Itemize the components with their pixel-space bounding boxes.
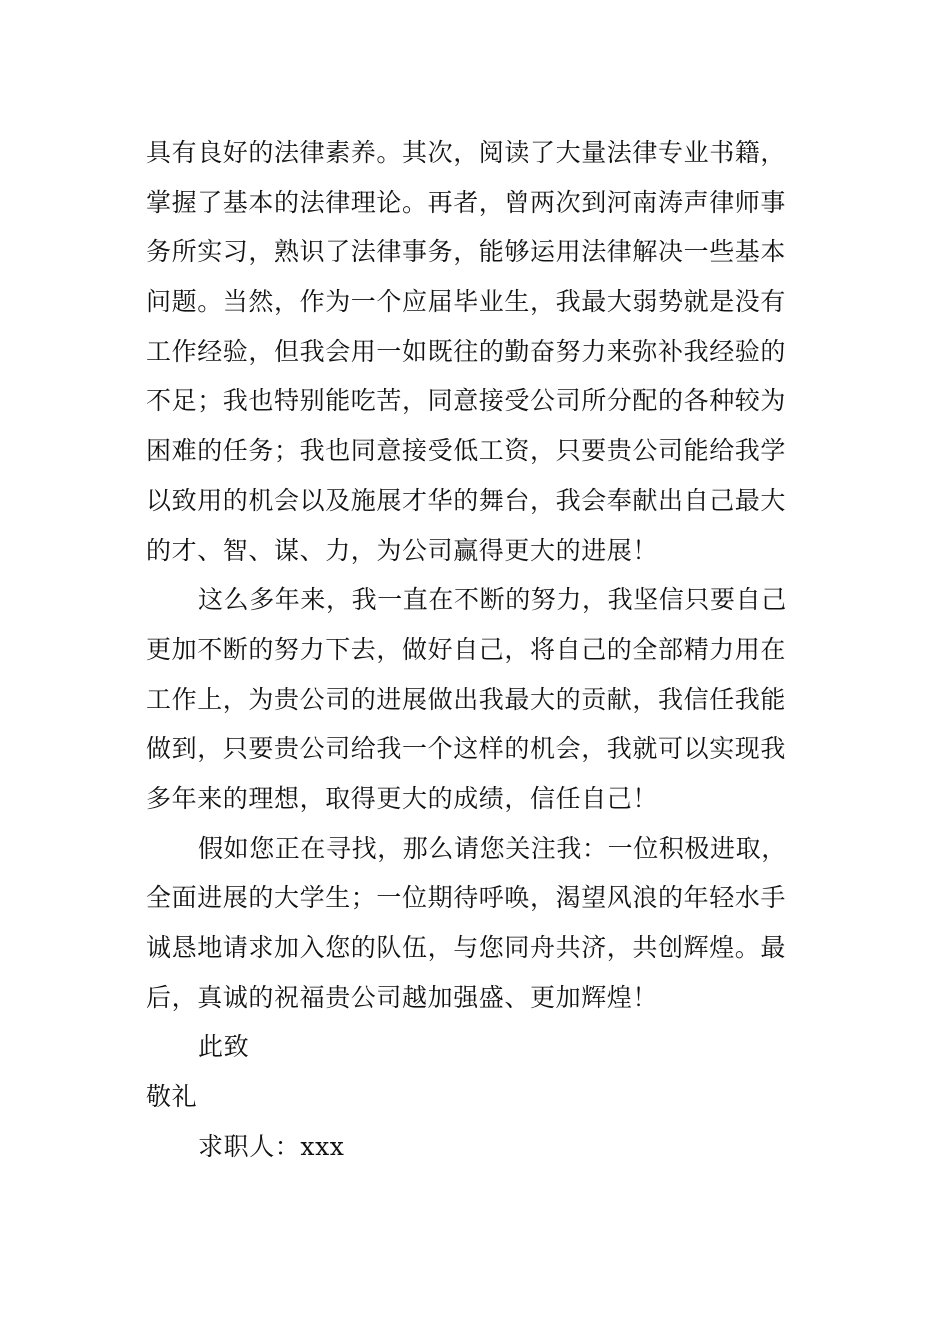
letter-body: [146, 128, 810, 1171]
text-line: 以致用的机会以及施展才华的舞台，我会奉献出自己最大: [146, 485, 787, 515]
text-line: 工作上，为贵公司的进展做出我最大的贡献，我信任我能: [146, 684, 787, 714]
text-line: 做到，只要贵公司给我一个这样的机会，我就可以实现我: [146, 734, 787, 764]
text-line: 掌握了基本的法律理论。再者，曾两次到河南涛声律师事: [146, 187, 787, 217]
text-line: 多年来的理想，取得更大的成绩，信任自己！: [146, 783, 659, 813]
text-line: 不足；我也特别能吃苦，同意接受公司所分配的各种较为: [146, 386, 787, 416]
text-line: 务所实习，熟识了法律事务，能够运用法律解决一些基本: [146, 237, 787, 267]
text-line: 的才、智、谋、力，为公司赢得更大的进展！: [146, 535, 659, 565]
closing-salutation: 此致: [198, 1032, 250, 1062]
signature-line: 求职人：xxx: [198, 1131, 345, 1161]
text-line: 全面进展的大学生；一位期待呼唤，渴望风浪的年轻水手: [146, 883, 787, 913]
text-line: 诚恳地请求加入您的队伍，与您同舟共济，共创辉煌。最: [146, 933, 787, 962]
text-line: 具有良好的法律素养。其次，阅读了大量法律专业书籍，: [146, 138, 787, 167]
text-line: 困难的任务；我也同意接受低工资，只要贵公司能给我学: [146, 436, 787, 466]
text-line: 更加不断的努力下去，做好自己，将自己的全部精力用在: [146, 634, 787, 664]
text-line: 后，真诚的祝福贵公司越加强盛、更加辉煌！: [146, 982, 659, 1012]
text-line: 工作经验，但我会用一如既往的勤奋努力来弥补我经验的: [146, 336, 787, 366]
text-line: 问题。当然，作为一个应届毕业生，我最大弱势就是没有: [146, 287, 787, 317]
text-line: 这么多年来，我一直在不断的努力，我坚信只要自己: [198, 585, 787, 615]
text-line: 假如您正在寻找，那么请您关注我：一位积极进取，: [198, 833, 787, 863]
closing-regards: 敬礼: [146, 1082, 198, 1112]
